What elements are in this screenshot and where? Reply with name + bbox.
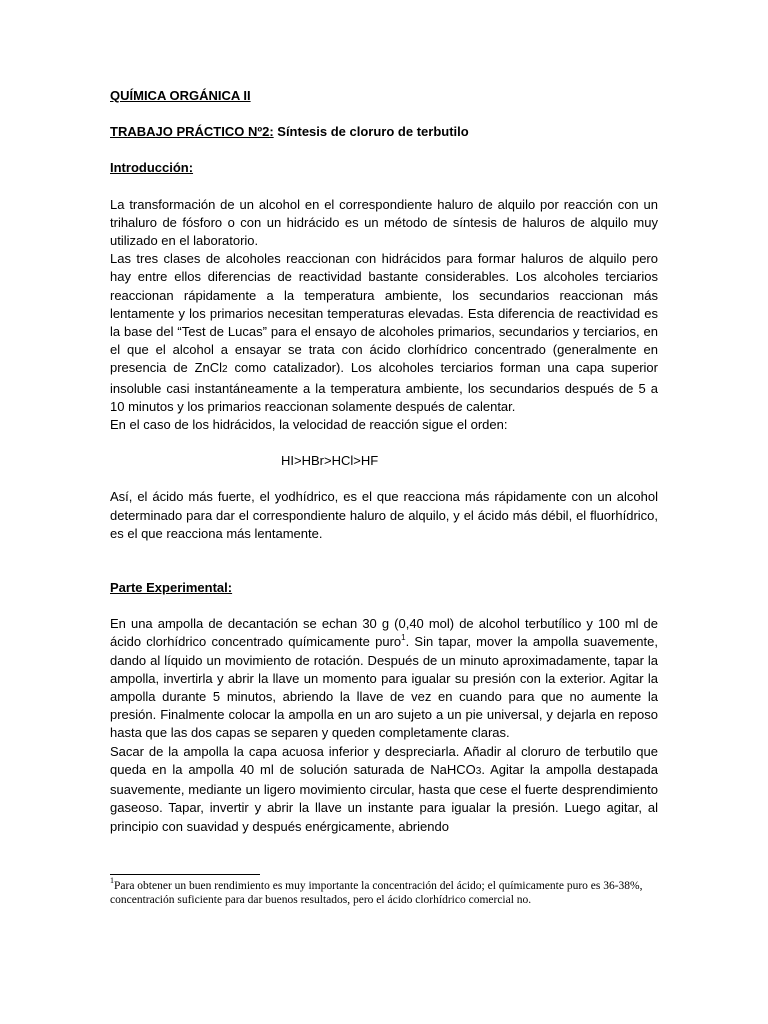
intro-heading: Introducción: <box>110 160 194 176</box>
intro-paragraph-2-rest: como catalizador). Los alcoholes terciarios forman una capa superior insoluble casi instantáneamente a la temperatura ambiente, los secundarios después de 5 a 10 minutos y los primarios reaccionan solamente después de calentar. <box>110 360 658 414</box>
footnote-divider <box>110 874 260 875</box>
experimental-paragraph-2-rest: . Agitar la ampolla destapada suavemente, mediante un ligero movimiento circular, hasta que cese el fuerte desprendimiento gaseoso. Tapar, invertir y abrir la llave un instante para igualar la presión. Luego agitar, al principio con suavidad y después enérgicamente, abriendo <box>110 761 658 834</box>
intro-paragraph-2-text: Las tres clases de alcoholes reaccionan con hidrácidos para formar haluros de alquilo pero hay entre ellos diferencias de reactividad bastante considerables. Los alcoholes terciarios reaccionan rápidamente a la temperatura ambiente, los secundarios reaccionan más lentamente y los primarios necesitan temperaturas elevadas. Esta diferencia de reactividad es la base del “Test de Lucas” para el ensayo de alcoholes primarios, secundarios y terciarios, en el que el alcohol a ensayar se trata con ácido clorhídrico concentrado (generalmente en presencia de ZnCl <box>110 251 658 376</box>
experimental-paragraph-2 <box>110 743 658 836</box>
experimental-paragraph-1-text: En una ampolla de decantación se echan 30 g (0,40 mol) de alcohol terbutílico y 100 ml de ácido clorhídrico concentrado químicamente puro <box>110 616 658 650</box>
intro-paragraph-2 <box>110 250 658 416</box>
practical-subject: Síntesis de cloruro de terbutilo <box>273 124 469 140</box>
course-title: QUÍMICA ORGÁNICA II <box>110 88 251 103</box>
zncl2-subscript: 2 <box>222 364 228 376</box>
footnote-reference: 1 <box>401 633 406 643</box>
document-body <box>110 87 658 836</box>
footnote-text: Para obtener un buen rendimiento es muy importante la concentración del ácido; el químicamente puro es 36-38%, concentración suficiente para dar buenos resultados, pero el ácido clorhídrico comercial no. <box>110 880 643 906</box>
nahco3-subscript: 3 <box>475 765 482 777</box>
footnote <box>110 876 658 907</box>
reactivity-order-formula: HI>HBr>HCl>HF <box>281 453 379 469</box>
experimental-paragraph-1-rest: . Sin tapar, mover la ampolla suavemente, dando al líquido un movimiento de rotación. Después de un minuto aproximadamente, tapar la ampolla, invertirla y abrir la llave un momento para igualar su presión con la exterior. Agitar la ampolla durante 5 minutos, abriendo la llave de vez en cuando para que no aumente la presión. Finalmente colocar la ampolla en un aro sujeto a un pie universal, y dejarla en reposo hasta que las dos capas se separen y queden completamente claras. <box>110 634 658 741</box>
footnote-mark: 1 <box>110 876 114 886</box>
intro-paragraph-4: Así, el ácido más fuerte, el yodhídrico, es el que reacciona más rápidamente con un alcohol determinado para dar el correspondiente haluro de alquilo, y el ácido más débil, el fluorhídrico, es el que reacciona más lentamente. <box>110 489 658 541</box>
practical-title <box>110 123 658 141</box>
experimental-paragraph-1 <box>110 615 658 742</box>
intro-paragraph-1: La transformación de un alcohol en el correspondiente haluro de alquilo por reacción con un trihaluro de fósforo o con un hidrácido es un método de síntesis de haluros de alquilo muy utilizado en el laboratorio. <box>110 196 658 249</box>
experimental-paragraph-2-text: Sacar de la ampolla la capa acuosa inferior y despreciarla. Añadir al cloruro de terbutilo que queda en la ampolla 40 ml de solución saturada de NaHCO <box>110 743 658 777</box>
experimental-heading: Parte Experimental: <box>110 580 233 596</box>
practical-label: TRABAJO PRÁCTICO Nº2: <box>110 124 274 140</box>
intro-paragraph-3: En el caso de los hidrácidos, la velocidad de reacción sigue el orden: <box>110 417 508 433</box>
